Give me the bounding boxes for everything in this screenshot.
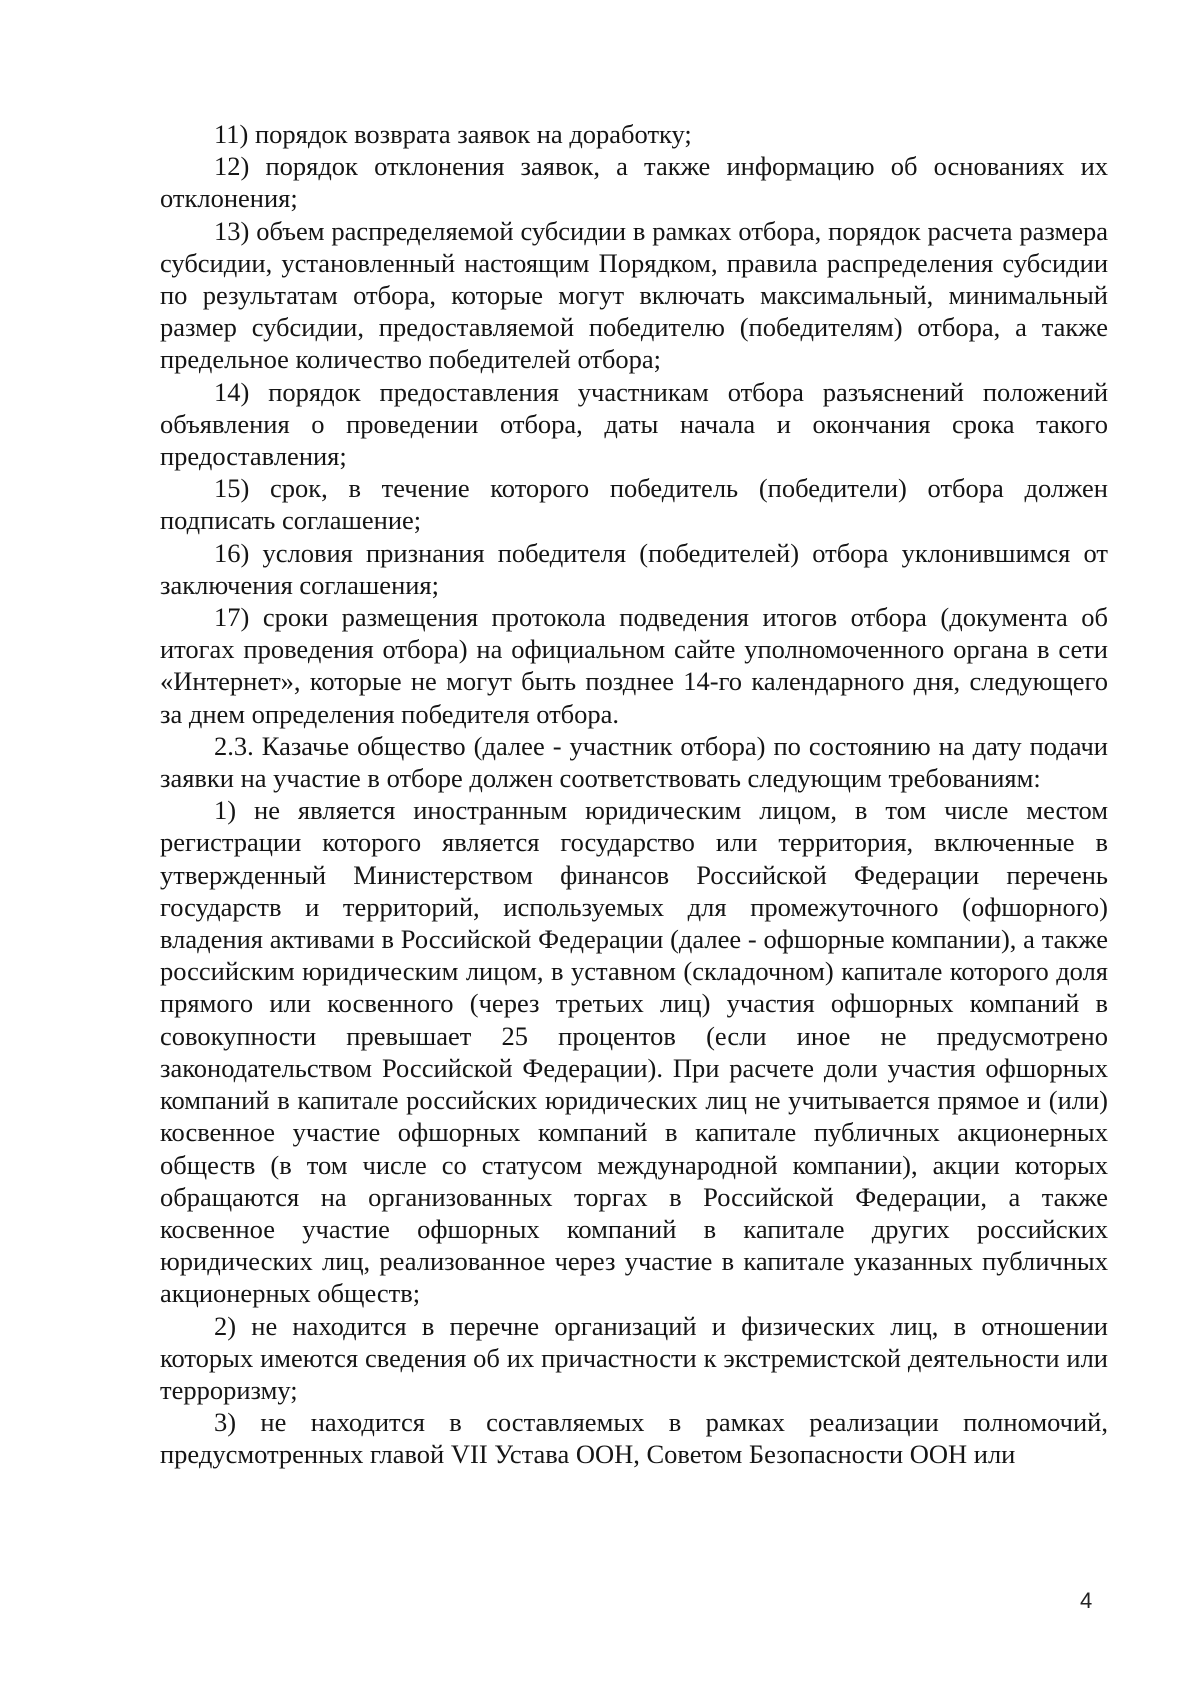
paragraph-item-15: 15) срок, в течение которого победитель (победители) отбора должен подписать соглашение;	[160, 473, 1108, 536]
paragraph-item-14: 14) порядок предоставления участникам отбора разъяснений положений объявления о проведении отбора, даты начала и окончания срока такого предоставления;	[160, 376, 1108, 472]
page-number: 4	[1080, 1588, 1093, 1613]
paragraph-item-13: 13) объем распределяемой субсидии в рамках отбора, порядок расчета размера субсидии, установленный настоящим Порядком, правила распределения субсидии по результатам отбора, которые могут включать максимальный, минимальный размер субсидии, предоставляемой победителю (победителям) отбора, а также предельное количество победителей отбора;	[160, 215, 1108, 375]
paragraph-item-11: 11) порядок возврата заявок на доработку;	[214, 119, 692, 149]
paragraph-requirement-1: 1) не является иностранным юридическим лицом, в том числе местом регистрации которого является государство или территория, включенные в утвержденный Министерством финансов Российской Федерации перечень государств и территорий, используемых для промежуточного (офшорного) владения активами в Российской Федерации (далее - офшорные компании), а также российским юридическим лицом, в уставном (складочном) капитале которого доля прямого или косвенного (через третьих лиц) участия офшорных компаний в совокупности превышает 25 процентов (если иное не предусмотрено законодательством Российской Федерации). При расчете доли участия офшорных компаний в капитале российских юридических лиц не учитывается прямое и (или) косвенное участие офшорных компаний в капитале публичных акционерных обществ (в том числе со статусом международной компании), акции которых обращаются на организованных торгах в Российской Федерации, а также косвенное участие офшорных компаний в капитале других российских юридических лиц, реализованное через участие в капитале указанных публичных акционерных обществ;	[160, 795, 1108, 1309]
document-body	[160, 118, 1108, 1471]
paragraph-requirement-3: 3) не находится в составляемых в рамках реализации полномочий, предусмотренных главой VII Устава ООН, Советом Безопасности ООН или	[160, 1407, 1108, 1470]
paragraph-item-12: 12) порядок отклонения заявок, а также информацию об основаниях их отклонения;	[160, 151, 1108, 214]
paragraph-requirement-2: 2) не находится в перечне организаций и физических лиц, в отношении которых имеются сведения об их причастности к экстремистской деятельности или терроризму;	[160, 1310, 1108, 1405]
paragraph-item-16: 16) условия признания победителя (победителей) отбора уклонившимся от заключения соглашения;	[160, 537, 1108, 600]
paragraph-item-17: 17) сроки размещения протокола подведения итогов отбора (документа об итогах проведения отбора) на официальном сайте уполномоченного органа в сети «Интернет», которые не могут быть позднее 14-го календарного дня, следующего за днем определения победителя отбора.	[160, 602, 1108, 729]
paragraph-section-2-3: 2.3. Казачье общество (далее - участник отбора) по состоянию на дату подачи заявки на участие в отборе должен соответствовать следующим требованиям:	[160, 730, 1108, 794]
